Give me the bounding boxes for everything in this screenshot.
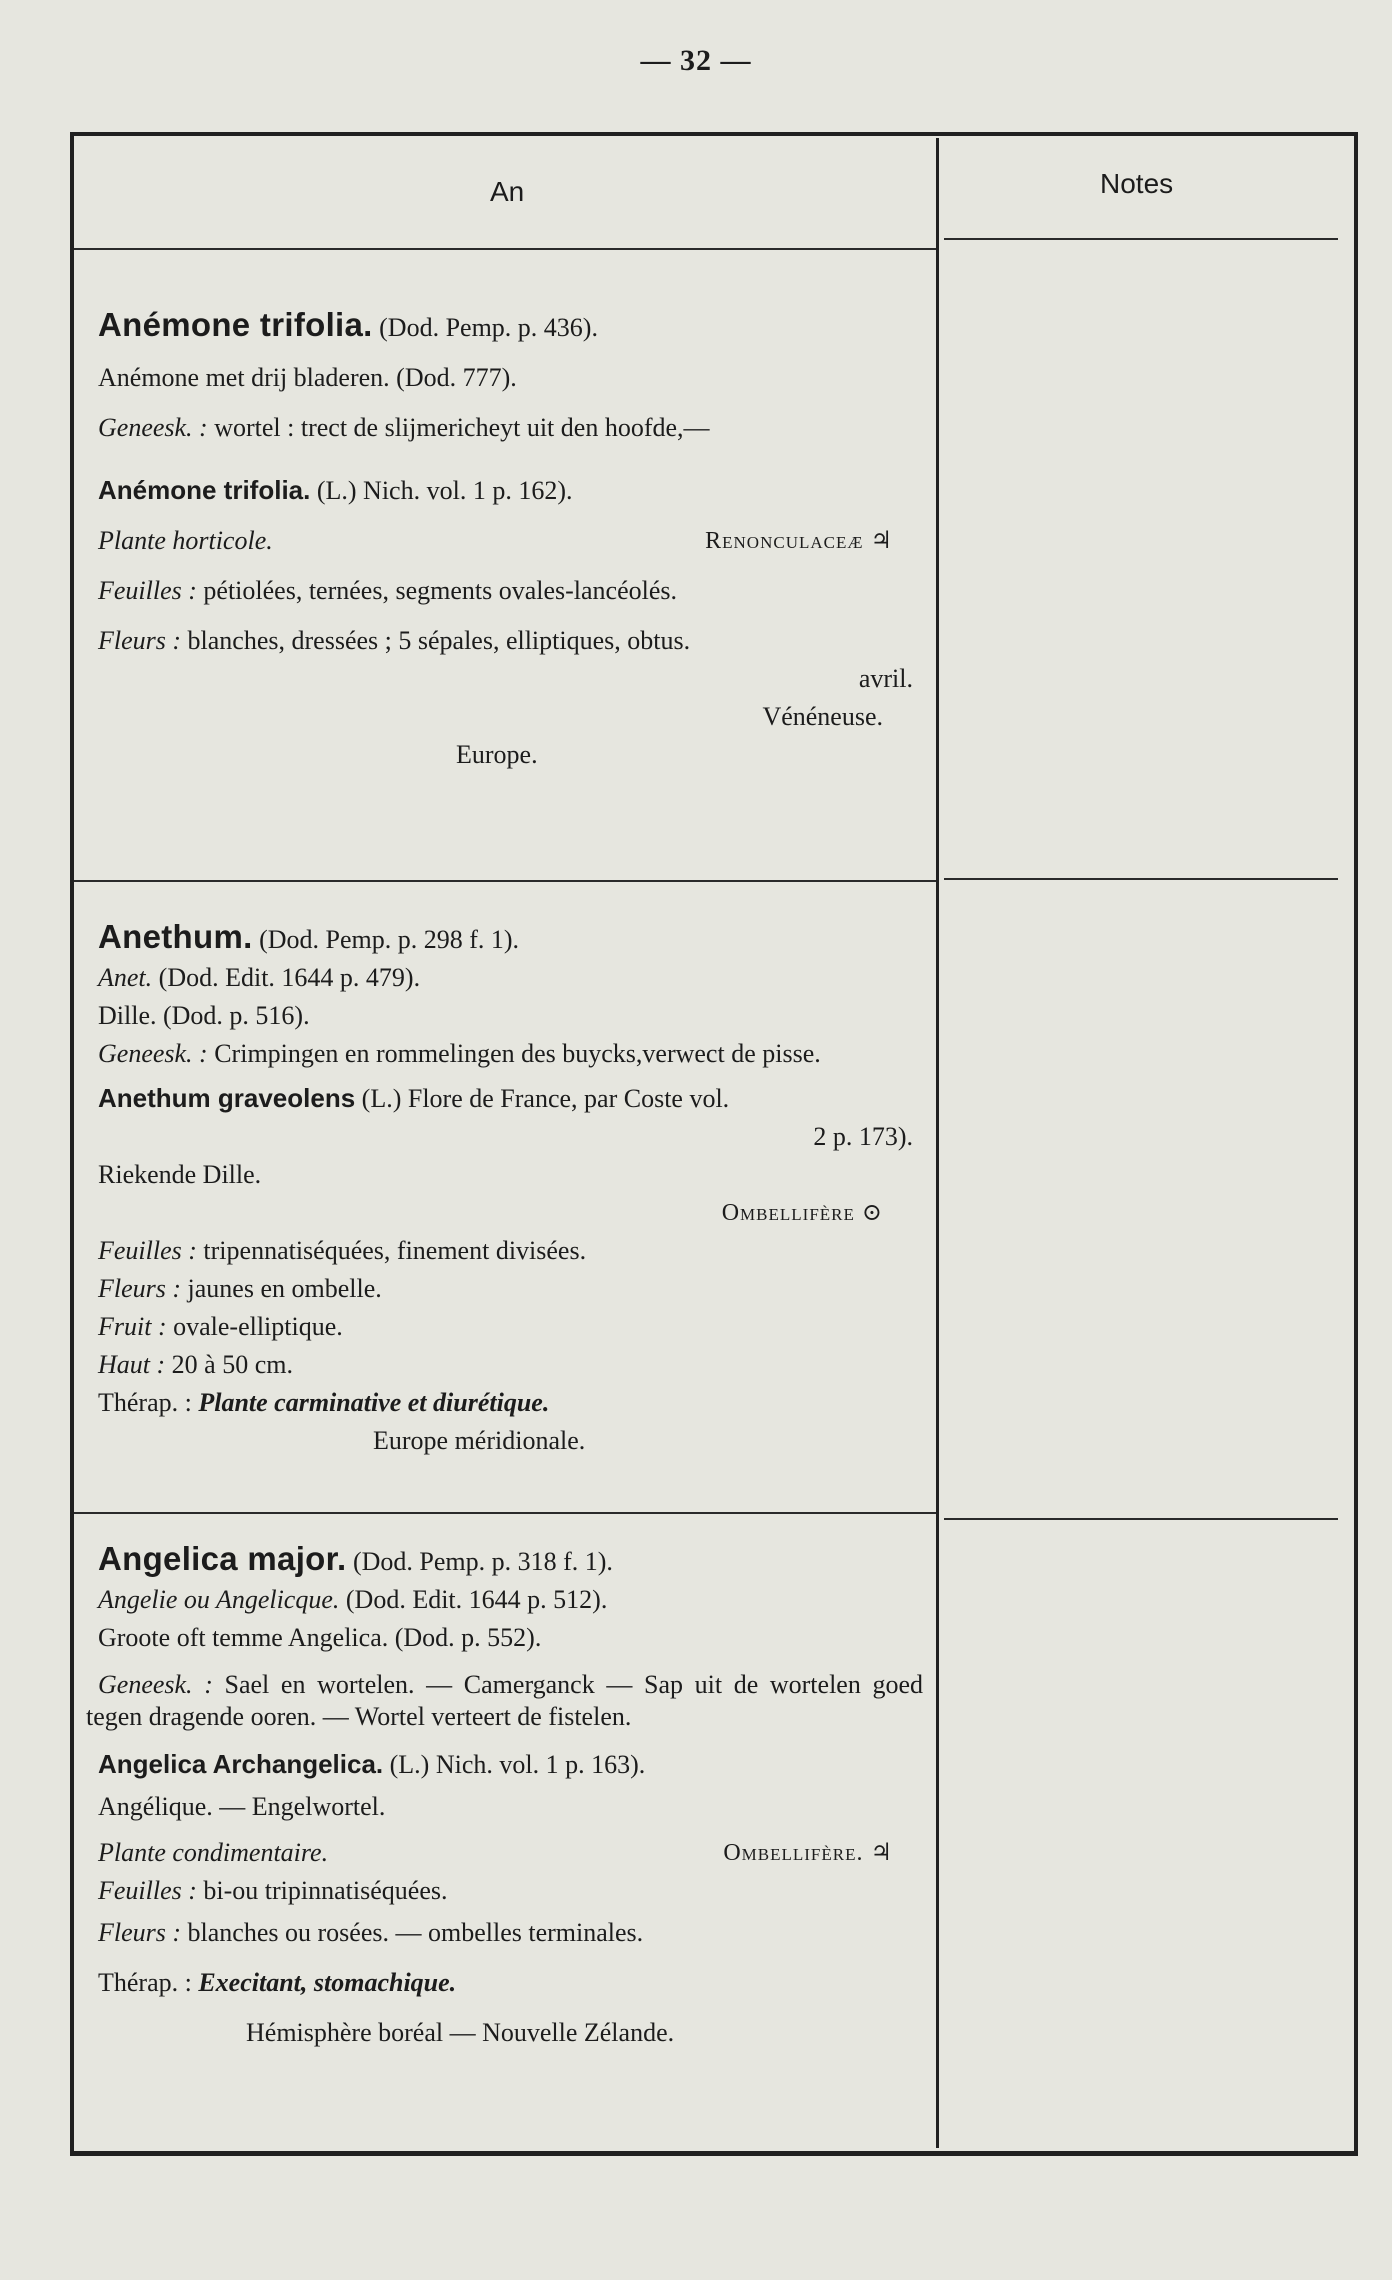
entry-title-line xyxy=(98,306,923,347)
medicinal-label: Geneesk. : xyxy=(98,1670,213,1699)
header-rule-right xyxy=(944,238,1338,240)
entry-divider-1-right xyxy=(944,878,1338,880)
therapy-text: Execitant, stomachique. xyxy=(198,1968,457,1997)
scientific-name-text: Anémone trifolia. xyxy=(98,475,311,505)
distribution: Europe méridionale. xyxy=(373,1426,586,1455)
plant-family: Renonculaceæ ♃ xyxy=(705,528,893,554)
vernacular-name: Anémone met drij bladeren. (Dod. 777). xyxy=(98,363,517,392)
old-name-ref: (Dod. Edit. 1644 p. 512). xyxy=(345,1585,608,1614)
therapy-label: Thérap. : xyxy=(98,1968,192,1997)
fruit-label: Fruit : xyxy=(98,1312,167,1341)
toxicity: Vénéneuse. xyxy=(762,702,883,731)
header-an: An xyxy=(490,176,525,207)
scientific-name xyxy=(98,471,923,510)
leaves-line xyxy=(98,1232,923,1270)
flowers-line xyxy=(98,622,923,660)
entry-title-line xyxy=(98,918,923,959)
plant-type-label: Plante condimentaire. xyxy=(98,1838,329,1867)
therapy-label: Thérap. : xyxy=(98,1388,192,1417)
entry-title-line xyxy=(98,1540,923,1581)
entry-title-ref: (Dod. Pemp. p. 436). xyxy=(379,313,598,342)
old-name-ref: (Dod. Edit. 1644 p. 479). xyxy=(158,963,421,992)
vernacular-name: Dille. (Dod. p. 516). xyxy=(98,1001,310,1030)
leaves-label: Feuilles : xyxy=(98,1236,197,1265)
leaves-line xyxy=(98,1872,923,1910)
bottom-rule xyxy=(70,2153,1358,2156)
old-name-line xyxy=(98,1581,923,1619)
entry-divider-2-left xyxy=(74,1512,936,1514)
column-divider xyxy=(936,138,939,2148)
entry-anemone xyxy=(98,306,923,774)
vernacular-name-2: Riekende Dille. xyxy=(98,1160,262,1189)
page-number: — 32 — xyxy=(640,44,752,77)
flowers-label: Fleurs : xyxy=(98,1274,182,1303)
plant-type xyxy=(98,1834,923,1872)
old-name: Anet. xyxy=(98,963,153,992)
scientific-name-text: Anethum graveolens xyxy=(98,1083,356,1113)
entry-title-ref: (Dod. Pemp. p. 318 f. 1). xyxy=(352,1547,613,1576)
distribution: Hémisphère boréal — Nouvelle Zélande. xyxy=(246,2018,675,2047)
therapy-line xyxy=(98,1964,923,2002)
therapy-text: Plante carminative et diurétique. xyxy=(198,1388,550,1417)
fruit-line xyxy=(98,1308,923,1346)
flowers-text: blanches ou rosées. — ombelles terminales. xyxy=(187,1918,644,1947)
header-rule-left xyxy=(74,248,936,250)
scientific-ref: (L.) Nich. vol. 1 p. 162). xyxy=(316,476,573,505)
leaves-label: Feuilles : xyxy=(98,576,197,605)
medicinal-use xyxy=(86,1669,923,1733)
entry-title: Anethum. xyxy=(98,918,253,955)
flowers-text: blanches, dressées ; 5 sépales, elliptiques, obtus. xyxy=(187,626,691,655)
entry-divider-2-right xyxy=(944,1518,1338,1520)
scientific-name xyxy=(98,1745,923,1784)
medicinal-label: Geneesk. : xyxy=(98,413,208,442)
medicinal-use xyxy=(86,1035,923,1073)
flowers-line xyxy=(98,1270,923,1308)
plant-family: Ombellifère ⊙ xyxy=(721,1200,883,1226)
scientific-ref: (L.) Flore de France, par Coste vol. xyxy=(361,1084,730,1113)
flowers-line xyxy=(98,1914,923,1952)
entry-title: Anémone trifolia. xyxy=(98,306,373,343)
scientific-ref: (L.) Nich. vol. 1 p. 163). xyxy=(389,1750,646,1779)
medicinal-label: Geneesk. : xyxy=(98,1039,208,1068)
old-name-line xyxy=(98,959,923,997)
flowering-month: avril. xyxy=(858,664,913,693)
leaves-text: tripennatiséquées, finement divisées. xyxy=(203,1236,587,1265)
leaves-text: pétiolées, ternées, segments ovales-lancéolés. xyxy=(203,576,678,605)
vernacular-name-2: Angélique. — Engelwortel. xyxy=(98,1792,386,1821)
therapy-line xyxy=(98,1384,923,1422)
leaves-label: Feuilles : xyxy=(98,1876,197,1905)
plant-type-label: Plante horticole. xyxy=(98,526,273,555)
flowers-label: Fleurs : xyxy=(98,1918,182,1947)
header-notes: Notes xyxy=(1100,168,1174,199)
medicinal-text: Sael en wortelen. — Camerganck — Sap uit de wortelen goed tegen dragende ooren. — Wortel verteert de fistelen. xyxy=(86,1670,924,1731)
medicinal-text: wortel : trect de slijmericheyt uit den hoofde,— xyxy=(214,413,710,442)
entry-title: Angelica major. xyxy=(98,1540,347,1577)
entry-divider-1-left xyxy=(74,880,936,882)
height-text: 20 à 50 cm. xyxy=(171,1350,293,1379)
leaves-line xyxy=(98,572,923,610)
distribution: Europe. xyxy=(456,740,538,769)
fruit-text: ovale-elliptique. xyxy=(173,1312,343,1341)
vernacular-name: Groote oft temme Angelica. (Dod. p. 552). xyxy=(98,1623,542,1652)
medicinal-use xyxy=(98,409,923,447)
scientific-ref-cont: 2 p. 173). xyxy=(813,1122,913,1151)
old-name: Angelie ou Angelicque. xyxy=(98,1585,340,1614)
height-label: Haut : xyxy=(98,1350,166,1379)
entry-title-ref: (Dod. Pemp. p. 298 f. 1). xyxy=(259,925,520,954)
scientific-name-text: Angelica Archangelica. xyxy=(98,1749,384,1779)
entry-angelica xyxy=(86,1540,924,2052)
scientific-name xyxy=(98,1079,923,1118)
entry-anethum xyxy=(98,918,923,1460)
flowers-label: Fleurs : xyxy=(98,626,182,655)
flowers-text: jaunes en ombelle. xyxy=(187,1274,382,1303)
plant-type xyxy=(98,522,923,560)
plant-family: Ombellifère. ♃ xyxy=(723,1840,893,1866)
leaves-text: bi-ou tripinnatiséquées. xyxy=(203,1876,448,1905)
height-line xyxy=(98,1346,923,1384)
medicinal-text: Crimpingen en rommelingen des buycks,verwect de pisse. xyxy=(214,1039,821,1068)
